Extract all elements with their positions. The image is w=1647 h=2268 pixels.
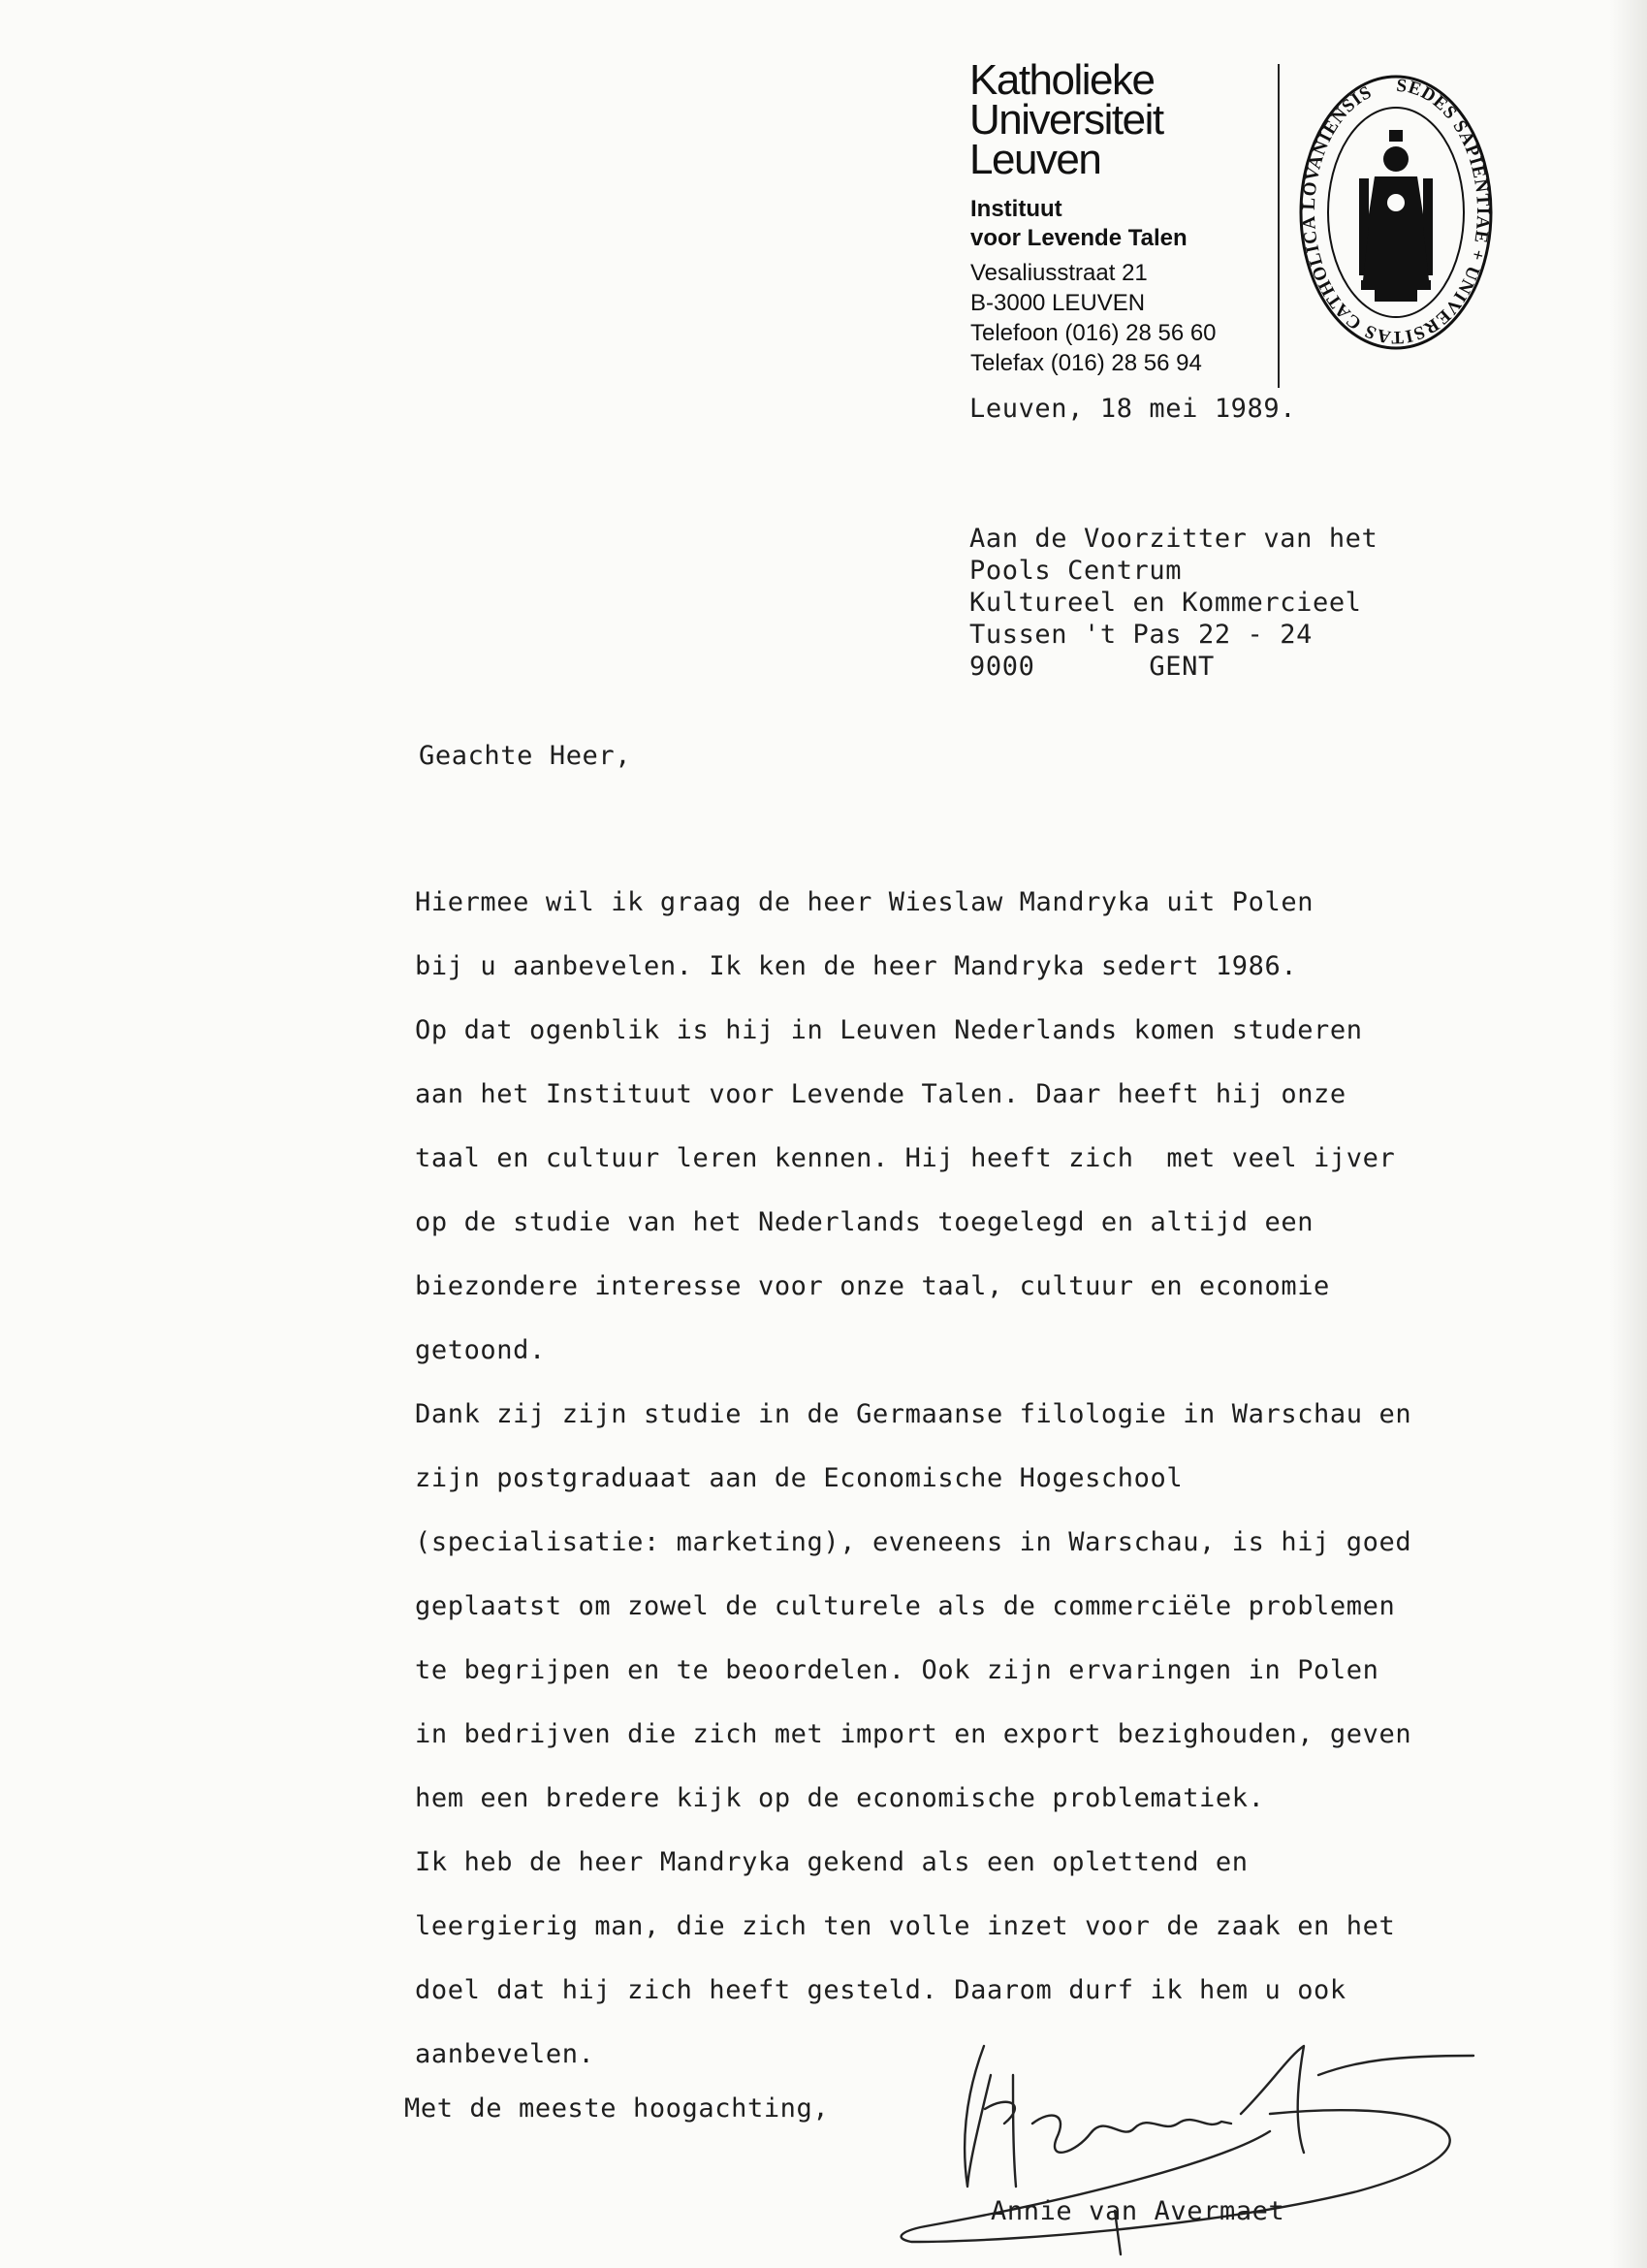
body-line: leergierig man, die zich ten volle inzet voor de zaak en het bbox=[415, 1911, 1396, 1941]
body-line: doel dat hij zich heeft gesteld. Daarom durf ik hem u ook bbox=[415, 1975, 1346, 2005]
address-line: B-3000 LEUVEN bbox=[970, 290, 1146, 316]
body-line: Ik heb de heer Mandryka gekend als een oplettend en bbox=[415, 1847, 1249, 1877]
body-line: (specialisatie: marketing), eveneens in Warschau, is hij goed bbox=[415, 1527, 1412, 1557]
body-line: taal en cultuur leren kennen. Hij heeft zich met veel ijver bbox=[415, 1143, 1396, 1173]
letter-date: Leuven, 18 mei 1989. bbox=[969, 394, 1297, 424]
university-name bbox=[969, 56, 1163, 183]
addressee-line: Aan de Voorzitter van het bbox=[969, 524, 1378, 554]
seal-inscription: SEDES SAPIENTIAE + UNIVERSITAS CATHOLICA LOVANIENSIS bbox=[1299, 75, 1493, 348]
closing: Met de meeste hoogachting, bbox=[404, 2093, 830, 2124]
body-line: op de studie van het Nederlands toegelegd en altijd een bbox=[415, 1207, 1314, 1237]
address-line: Telefoon (016) 28 56 60 bbox=[970, 320, 1217, 346]
addressee-line: Tussen 't Pas 22 - 24 bbox=[969, 620, 1313, 650]
university-name-line: Leuven bbox=[969, 136, 1101, 183]
body-line: zijn postgraduaat aan de Economische Hogeschool bbox=[415, 1463, 1184, 1493]
institute-name bbox=[970, 195, 1188, 253]
scan-edge bbox=[1610, 0, 1647, 2268]
university-name-line: Universiteit bbox=[969, 96, 1163, 144]
body-line: geplaatst om zowel de culturele als de commerciële problemen bbox=[415, 1591, 1396, 1621]
institute-name-line: voor Levende Talen bbox=[970, 225, 1188, 251]
address-line: Vesaliusstraat 21 bbox=[970, 260, 1148, 286]
body-line: Op dat ogenblik is hij in Leuven Nederlands komen studeren bbox=[415, 1015, 1363, 1045]
body-line: aanbevelen. bbox=[415, 2039, 595, 2069]
body-line: in bedrijven die zich met import en export bezighouden, geven bbox=[415, 1719, 1412, 1749]
letter-body bbox=[415, 871, 1411, 2087]
university-seal-icon bbox=[1299, 72, 1493, 353]
body-line: bij u aanbevelen. Ik ken de heer Mandryka sedert 1986. bbox=[415, 951, 1298, 981]
addressee-line: Kultureel en Kommercieel bbox=[969, 588, 1362, 618]
address-line: Telefax (016) 28 56 94 bbox=[970, 350, 1202, 376]
body-line: hem een bredere kijk op de economische problematiek. bbox=[415, 1783, 1265, 1813]
institute-address bbox=[970, 258, 1217, 378]
university-name-line: Katholieke bbox=[969, 56, 1155, 104]
body-line: te begrijpen en te beoordelen. Ook zijn ervaringen in Polen bbox=[415, 1655, 1379, 1685]
body-line: Hiermee wil ik graag de heer Wieslaw Mandryka uit Polen bbox=[415, 887, 1314, 917]
salutation: Geachte Heer, bbox=[419, 741, 632, 771]
addressee-line: 9000 GENT bbox=[969, 652, 1215, 682]
addressee-line: Pools Centrum bbox=[969, 556, 1183, 586]
addressee-block bbox=[969, 523, 1378, 683]
body-line: aan het Instituut voor Levende Talen. Daar heeft hij onze bbox=[415, 1079, 1346, 1109]
letterhead-divider bbox=[1278, 64, 1280, 388]
signer-name: Annie van Avermaet bbox=[991, 2196, 1285, 2226]
body-line: Dank zij zijn studie in de Germaanse filologie in Warschau en bbox=[415, 1399, 1412, 1429]
body-line: getoond. bbox=[415, 1335, 546, 1365]
institute-name-line: Instituut bbox=[970, 196, 1062, 222]
body-line: biezondere interesse voor onze taal, cultuur en economie bbox=[415, 1271, 1330, 1301]
